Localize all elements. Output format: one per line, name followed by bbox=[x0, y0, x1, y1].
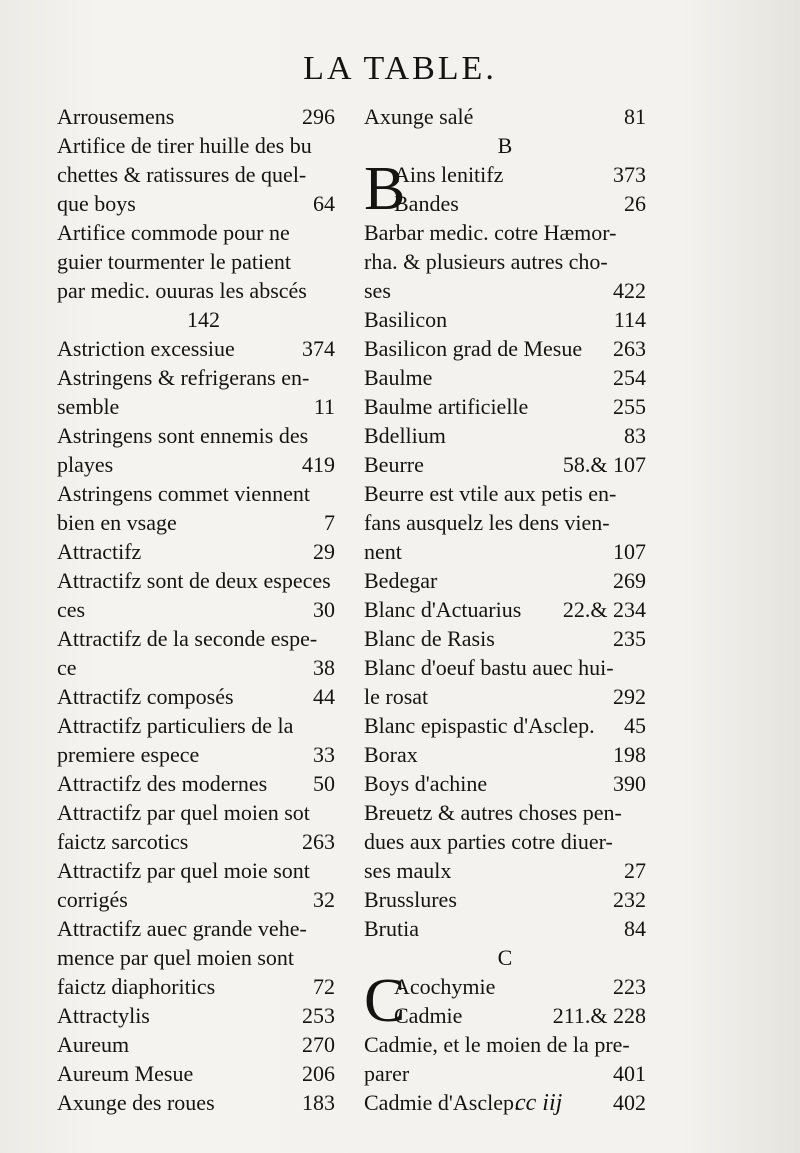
entry-text: Attractifz par quel moien sot bbox=[57, 800, 310, 825]
entry-text: Brutia bbox=[364, 916, 419, 941]
entry-page-number: 38 bbox=[313, 655, 335, 680]
entry-text: Bandes bbox=[394, 191, 459, 216]
index-entry bbox=[364, 421, 646, 450]
entry-text: Brusslures bbox=[364, 887, 457, 912]
index-entry bbox=[364, 363, 646, 392]
entry-page-number: 83 bbox=[624, 423, 646, 448]
index-entry bbox=[57, 943, 335, 972]
entry-text: Cadmie, et le moien de la pre- bbox=[364, 1032, 630, 1057]
entry-page-number: 30 bbox=[313, 597, 335, 622]
entry-page-number: 296 bbox=[302, 104, 335, 129]
entry-page-number: 107 bbox=[613, 539, 646, 564]
entry-text: nent bbox=[364, 539, 402, 564]
entry-text: Basilicon bbox=[364, 307, 448, 332]
entry-text: que boys bbox=[57, 191, 136, 216]
entry-page-number: 45 bbox=[624, 713, 646, 738]
page-title: LA TABLE. bbox=[303, 50, 497, 87]
index-entry bbox=[57, 595, 335, 624]
index-entry bbox=[57, 537, 335, 566]
index-entry bbox=[364, 131, 646, 160]
entry-text: parer bbox=[364, 1061, 410, 1086]
entry-text: ce bbox=[57, 655, 77, 680]
entry-page-number: 22.& 234 bbox=[562, 597, 646, 622]
index-entry bbox=[364, 914, 646, 943]
entry-page-number: 198 bbox=[613, 742, 646, 767]
index-entry bbox=[57, 914, 335, 943]
entry-page-number: 114 bbox=[613, 307, 646, 332]
entry-text: faictz diaphoritics bbox=[57, 974, 216, 999]
index-entry bbox=[57, 508, 335, 537]
index-entry bbox=[364, 943, 646, 972]
index-entry bbox=[364, 247, 646, 276]
entry-page-number: 11 bbox=[313, 394, 335, 419]
entry-text: Axunge des roues bbox=[57, 1090, 215, 1115]
entry-text: Attractylis bbox=[57, 1003, 150, 1028]
index-entry bbox=[57, 218, 335, 247]
entry-page-number: 419 bbox=[302, 452, 335, 477]
index-entry bbox=[364, 392, 646, 421]
index-entry bbox=[57, 798, 335, 827]
index-entry bbox=[364, 479, 646, 508]
index-entry bbox=[364, 566, 646, 595]
entry-text: rha. & plusieurs autres cho- bbox=[364, 249, 608, 274]
entry-text: Aureum bbox=[57, 1032, 130, 1057]
entry-text: Beurre bbox=[364, 452, 424, 477]
index-entry bbox=[57, 711, 335, 740]
index-column-right bbox=[364, 102, 646, 1117]
entry-text: Attractifz auec grande vehe- bbox=[57, 916, 307, 941]
entry-page-number: 27 bbox=[624, 858, 646, 883]
entry-text: Breuetz & autres choses pen- bbox=[364, 800, 622, 825]
entry-page-number: 263 bbox=[613, 336, 646, 361]
index-entry bbox=[57, 479, 335, 508]
entry-text: Cadmie d'Asclep. bbox=[364, 1090, 520, 1115]
index-entry bbox=[57, 972, 335, 1001]
entry-text: Acochymie bbox=[394, 974, 496, 999]
index-entry bbox=[364, 1088, 646, 1117]
entry-text: corrigés bbox=[57, 887, 128, 912]
entry-text: Blanc d'Actuarius bbox=[364, 597, 522, 622]
entry-text: Baulme artificielle bbox=[364, 394, 529, 419]
drop-capital: B bbox=[364, 155, 406, 223]
signature-mark: cc iij bbox=[515, 1090, 563, 1116]
entry-text: semble bbox=[57, 394, 120, 419]
entry-text: Attractifz par quel moie sont bbox=[57, 858, 310, 883]
entry-text: Barbar medic. cotre Hæmor- bbox=[364, 220, 617, 245]
index-entry bbox=[57, 1030, 335, 1059]
index-entry bbox=[57, 392, 335, 421]
entry-text: mence par quel moien sont bbox=[57, 945, 295, 970]
entry-text: Attractifz des modernes bbox=[57, 771, 268, 796]
index-entry bbox=[364, 1030, 646, 1059]
index-entry bbox=[57, 653, 335, 682]
entry-text: Bedegar bbox=[364, 568, 438, 593]
entry-text: Attractifz composés bbox=[57, 684, 234, 709]
entry-text: Axunge salé bbox=[364, 104, 474, 129]
index-entry bbox=[364, 769, 646, 798]
entry-text: playes bbox=[57, 452, 114, 477]
entry-text: le rosat bbox=[364, 684, 429, 709]
entry-page-number: 401 bbox=[613, 1061, 646, 1086]
index-entry bbox=[57, 276, 335, 305]
entry-page-number: 255 bbox=[613, 394, 646, 419]
entry-text: Astringens commet viennent bbox=[57, 481, 310, 506]
index-entry bbox=[57, 363, 335, 392]
index-entry bbox=[364, 1001, 646, 1030]
index-entry bbox=[57, 682, 335, 711]
entry-page-number: 373 bbox=[613, 162, 646, 187]
index-entry bbox=[57, 450, 335, 479]
entry-text: Astringens & refrigerans en- bbox=[57, 365, 310, 390]
entry-text: bien en vsage bbox=[57, 510, 177, 535]
entry-page-number: 232 bbox=[613, 887, 646, 912]
index-entry bbox=[364, 1059, 646, 1088]
entry-text: Artifice de tirer huille des bu bbox=[57, 133, 312, 158]
index-entry bbox=[364, 305, 646, 334]
index-entry bbox=[364, 334, 646, 363]
index-entry bbox=[57, 1001, 335, 1030]
entry-page-number: 142 bbox=[187, 307, 220, 332]
entry-text: guier tourmenter le patient bbox=[57, 249, 291, 274]
index-entry bbox=[364, 653, 646, 682]
index-entry bbox=[364, 276, 646, 305]
entry-page-number: 72 bbox=[313, 974, 335, 999]
entry-text: fans ausquelz les dens vien- bbox=[364, 510, 610, 535]
index-entry bbox=[364, 624, 646, 653]
index-entry bbox=[57, 740, 335, 769]
entry-page-number: 44 bbox=[313, 684, 335, 709]
entry-page-number: 263 bbox=[302, 829, 335, 854]
entry-page-number: 50 bbox=[313, 771, 335, 796]
entry-text: par medic. ouuras les abscés bbox=[57, 278, 307, 303]
entry-page-number: 390 bbox=[613, 771, 646, 796]
entry-page-number: 64 bbox=[313, 191, 335, 216]
section-letter: B bbox=[497, 133, 513, 158]
index-entry bbox=[364, 856, 646, 885]
index-entry bbox=[364, 189, 646, 218]
index-entry bbox=[57, 566, 335, 595]
entry-text: Blanc epispastic d'Asclep. bbox=[364, 713, 595, 738]
entry-text: ses maulx bbox=[364, 858, 452, 883]
entry-page-number: 81 bbox=[624, 104, 646, 129]
entry-text: Baulme bbox=[364, 365, 433, 390]
entry-page-number: 211.& 228 bbox=[552, 1003, 646, 1028]
index-entry bbox=[57, 856, 335, 885]
entry-page-number: 422 bbox=[613, 278, 646, 303]
entry-text: Bdellium bbox=[364, 423, 446, 448]
entry-page-number: 58.& 107 bbox=[562, 452, 646, 477]
index-entry bbox=[57, 624, 335, 653]
entry-page-number: 183 bbox=[302, 1090, 335, 1115]
entry-text: chettes & ratissures de quel- bbox=[57, 162, 307, 187]
index-entry bbox=[57, 131, 335, 160]
entry-page-number: 33 bbox=[313, 742, 335, 767]
index-entry bbox=[364, 827, 646, 856]
entry-text: Attractifz sont de deux especes bbox=[57, 568, 331, 593]
index-entry bbox=[57, 160, 335, 189]
entry-page-number: 292 bbox=[613, 684, 646, 709]
entry-page-number: 374 bbox=[302, 336, 335, 361]
entry-text: premiere espece bbox=[57, 742, 200, 767]
entry-page-number: 206 bbox=[302, 1061, 335, 1086]
index-column-left bbox=[57, 102, 335, 1117]
section-letter: C bbox=[497, 945, 513, 970]
entry-text: Blanc de Rasis bbox=[364, 626, 495, 651]
index-entry bbox=[364, 682, 646, 711]
entry-page-number: 270 bbox=[302, 1032, 335, 1057]
entry-page-number: 32 bbox=[313, 887, 335, 912]
index-entry bbox=[57, 421, 335, 450]
entry-page-number: 269 bbox=[613, 568, 646, 593]
index-entry bbox=[364, 508, 646, 537]
entry-text: Aureum Mesue bbox=[57, 1061, 194, 1086]
index-entry bbox=[364, 537, 646, 566]
entry-text: Beurre est vtile aux petis en- bbox=[364, 481, 617, 506]
entry-text: Boys d'achine bbox=[364, 771, 488, 796]
index-entry bbox=[364, 218, 646, 247]
entry-text: faictz sarcotics bbox=[57, 829, 189, 854]
entry-text: ses bbox=[364, 278, 391, 303]
index-entry bbox=[57, 189, 335, 218]
index-entry bbox=[57, 1088, 335, 1117]
entry-page-number: 223 bbox=[613, 974, 646, 999]
entry-text: Blanc d'oeuf bastu auec hui- bbox=[364, 655, 614, 680]
entry-text: Cadmie bbox=[394, 1003, 463, 1028]
entry-text: Artifice commode pour ne bbox=[57, 220, 290, 245]
entry-page-number: 29 bbox=[313, 539, 335, 564]
index-entry bbox=[364, 798, 646, 827]
index-entry bbox=[364, 740, 646, 769]
index-entry bbox=[364, 885, 646, 914]
entry-text: ces bbox=[57, 597, 86, 622]
entry-page-number: 253 bbox=[302, 1003, 335, 1028]
entry-page-number: 402 bbox=[613, 1090, 646, 1115]
entry-text: Attractifz bbox=[57, 539, 142, 564]
entry-text: Astringens sont ennemis des bbox=[57, 423, 309, 448]
entry-text: Borax bbox=[364, 742, 418, 767]
index-entry bbox=[364, 711, 646, 740]
index-entry bbox=[57, 102, 335, 131]
index-entry bbox=[364, 450, 646, 479]
drop-capital: C bbox=[364, 967, 406, 1035]
entry-text: Attractifz particuliers de la bbox=[57, 713, 294, 738]
entry-text: Basilicon grad de Mesue bbox=[364, 336, 583, 361]
entry-text: Astriction excessiue bbox=[57, 336, 235, 361]
index-entry bbox=[57, 769, 335, 798]
index-entry bbox=[57, 305, 335, 334]
entry-page-number: 7 bbox=[324, 510, 335, 535]
entry-page-number: 254 bbox=[613, 365, 646, 390]
entry-page-number: 84 bbox=[624, 916, 646, 941]
index-entry bbox=[57, 1059, 335, 1088]
entry-text: Arrousemens bbox=[57, 104, 175, 129]
entry-text: Attractifz de la seconde espe- bbox=[57, 626, 318, 651]
index-entry bbox=[57, 247, 335, 276]
entry-text: Ains lenitifz bbox=[394, 162, 504, 187]
index-entry bbox=[364, 102, 646, 131]
entry-page-number: 235 bbox=[613, 626, 646, 651]
index-entry bbox=[57, 827, 335, 856]
entry-text: dues aux parties cotre diuer- bbox=[364, 829, 613, 854]
index-entry bbox=[57, 885, 335, 914]
entry-page-number: 26 bbox=[624, 191, 646, 216]
index-entry bbox=[364, 595, 646, 624]
index-entry bbox=[57, 334, 335, 363]
